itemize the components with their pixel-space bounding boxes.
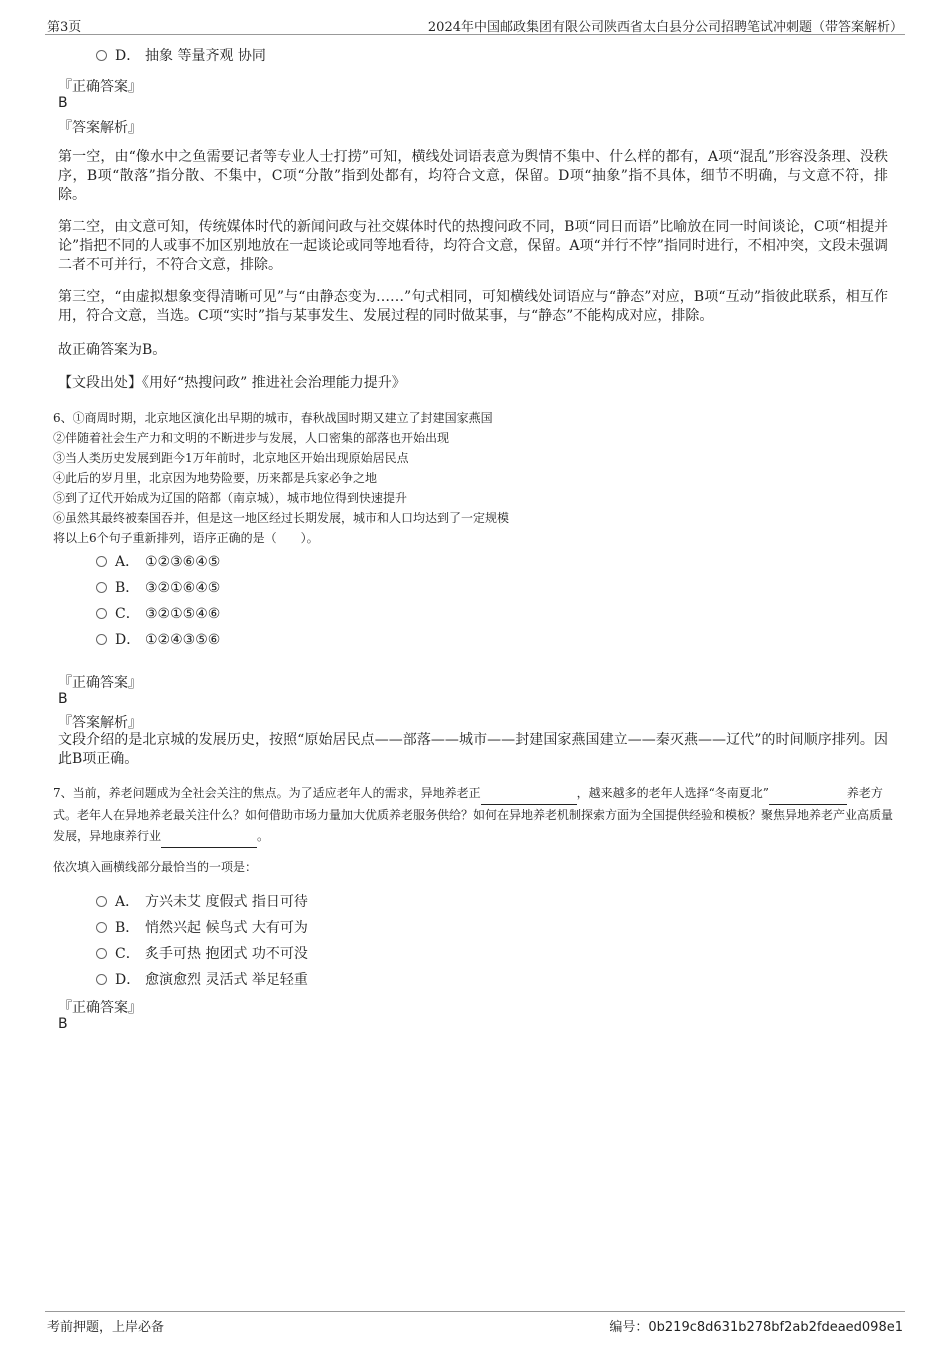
analysis-paragraph: 文段介绍的是北京城的发展历史，按照“原始居民点——部落——城市——封建国家燕国建立——秦灭燕——辽代”的时间顺序排列。因此B项正确。 — [58, 732, 888, 767]
q7-option-a[interactable]: A． 方兴未艾 度假式 指日可待 — [96, 892, 308, 912]
radio-icon[interactable] — [96, 556, 107, 567]
q6-option-a[interactable]: A． ①②③⑥④⑤ — [96, 552, 220, 572]
sentence-line: ③当人类历史发展到距今1万年前时，北京地区开始出现原始居民点 — [53, 451, 409, 465]
document-title: 2024年中国邮政集团有限公司陕西省太白县分公司招聘笔试冲刺题（带答案解析） — [427, 20, 903, 35]
page-number: 第3页 — [47, 20, 82, 35]
sentence-line: ⑤到了辽代开始成为辽国的陪都（南京城），城市地位得到快速提升 — [53, 491, 408, 505]
radio-icon[interactable] — [96, 634, 107, 645]
sentence-line: ④此后的岁月里，北京因为地势险要，历来都是兵家必争之地 — [53, 471, 378, 485]
correct-answer-tag: 『正确答案』 — [58, 675, 142, 691]
q6-option-c[interactable]: C． ③②①⑤④⑥ — [96, 604, 220, 624]
q7-option-c[interactable]: C． 炙手可热 抱团式 功不可没 — [96, 944, 308, 964]
analysis-paragraph: 第二空，由文意可知，传统媒体时代的新闻问政与社交媒体时代的热搜问政不同，B项“同日而语”比喻放在同一时间谈论，C项“相提并论”指把不同的人或事不加区别地放在一起谈论或同等地看待，均符合文意，保留。A项“并行不悖”指同时进行，不相冲突，文段未强调二者不可并行，不符合文意，排除。 — [58, 219, 888, 273]
radio-icon[interactable] — [96, 896, 107, 907]
sentence-line: ②伴随着社会生产力和文明的不断进步与发展，人口密集的部落也开始出现 — [53, 431, 450, 445]
correct-answer-tag: 『正确答案』 — [58, 79, 142, 95]
radio-icon[interactable] — [96, 50, 107, 61]
footer-slogan: 考前押题，上岸必备 — [47, 1320, 165, 1335]
q6-option-d[interactable]: D． ①②④③⑤⑥ — [96, 630, 220, 650]
page-header — [45, 14, 905, 35]
page-footer — [45, 1311, 905, 1336]
sentence-line: 6、①商周时期，北京地区演化出早期的城市，春秋战国时期又建立了封建国家燕国 — [53, 411, 493, 425]
analysis-paragraph: 第三空，“由虚拟想象变得清晰可见”与“由静态变为……”句式相同，可知横线处词语应与“静态”对应，B项“互动”指彼此联系，相互作用，符合文意，当选。C项“实时”指与某事发生、发展过程的同时做某事，与“静态”不能构成对应，排除。 — [58, 289, 888, 324]
question-6-stem — [53, 408, 893, 548]
analysis-tag: 『答案解析』 — [58, 715, 142, 731]
question-prompt: 将以上6个句子重新排列，语序正确的是（ ）。 — [53, 531, 319, 545]
sentence-line: ⑥虽然其最终被秦国吞并，但是这一地区经过长期发展，城市和人口均达到了一定规模 — [53, 511, 510, 525]
correct-answer: B — [58, 95, 68, 111]
q7-option-b[interactable]: B． 悄然兴起 候鸟式 大有可为 — [96, 918, 308, 938]
analysis-tag: 『答案解析』 — [58, 120, 142, 136]
question-prompt: 依次填入画横线部分最恰当的一项是： — [53, 860, 258, 874]
fill-blank-1 — [481, 783, 577, 805]
q5-option-d[interactable]: D． 抽象 等量齐观 协同 — [96, 46, 266, 66]
radio-icon[interactable] — [96, 608, 107, 619]
radio-icon[interactable] — [96, 582, 107, 593]
correct-answer-tag: 『正确答案』 — [58, 1000, 142, 1016]
analysis-conclusion: 故正确答案为B。 — [58, 342, 167, 358]
radio-icon[interactable] — [96, 974, 107, 985]
correct-answer: B — [58, 1016, 68, 1032]
q6-option-b[interactable]: B． ③②①⑥④⑤ — [96, 578, 220, 598]
question-7-stem: 7、当前，养老问题成为全社会关注的焦点。为了适应老年人的需求，异地养老正 ，越来越多的老年人选择“冬南夏北” 养老方式。老年人在异地养老最关注什么？如何借助市场力量加大优质养老服务供给？如何在异地养老机制探索方面为全国提供经验和模板？聚焦异地养老产业高质量发展，异地康养行业 。 — [53, 783, 893, 848]
q7-option-d[interactable]: D． 愈演愈烈 灵活式 举足轻重 — [96, 970, 308, 990]
analysis-paragraph: 第一空，由“像水中之鱼需要记者等专业人士打捞”可知，横线处词语表意为舆情不集中、什么样的都有，A项“混乱”形容没条理、没秩序，B项“散落”指分散、不集中，C项“分散”指到处都有，均符合文意，保留。D项“抽象”指不具体，细节不明确，与文意不符，排除。 — [58, 149, 888, 203]
radio-icon[interactable] — [96, 922, 107, 933]
radio-icon[interactable] — [96, 948, 107, 959]
document-code: 编号：0b219c8d631b278bf2ab2fdeaed098e1 — [609, 1320, 903, 1335]
correct-answer: B — [58, 691, 68, 707]
source-citation: 【文段出处】《用好“热搜问政” 推进社会治理能力提升》 — [58, 375, 406, 391]
fill-blank-2 — [769, 783, 847, 805]
fill-blank-3 — [161, 826, 257, 848]
